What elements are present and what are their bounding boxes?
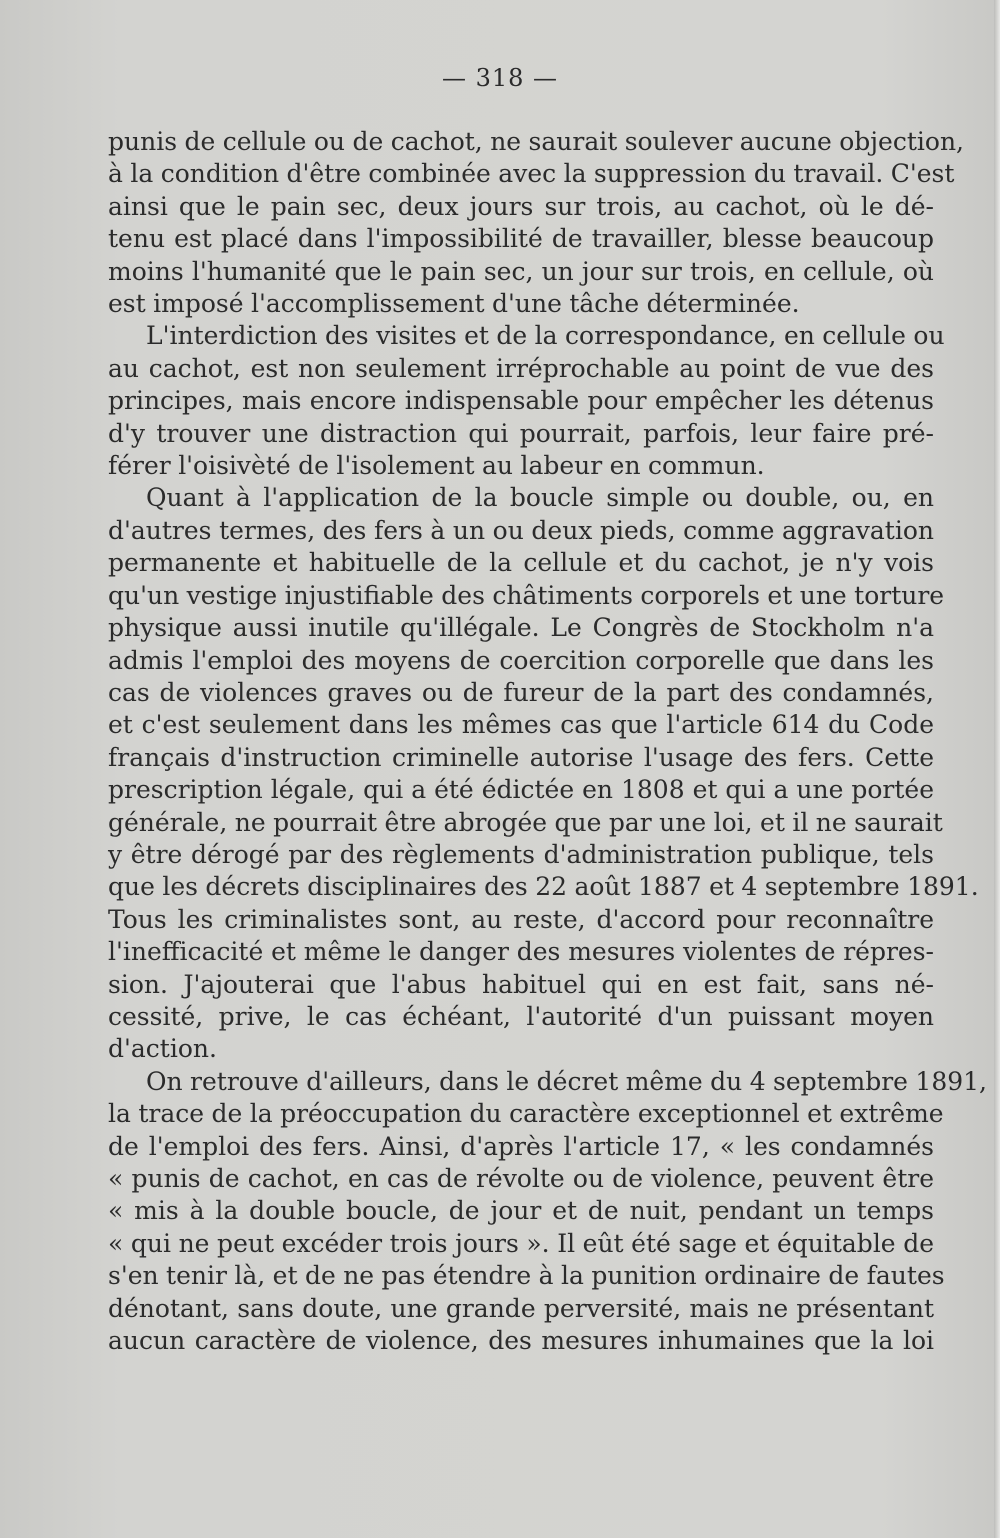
text-line: physique aussi inutile qu'illégale. Le Congrès de Stockholm n'a [108, 613, 934, 643]
paragraph-4 [108, 1066, 987, 1358]
text-line: que les décrets disciplinaires des 22 août 1887 et 4 septembre 1891. [108, 872, 979, 902]
paragraph-2 [108, 320, 945, 482]
text-line: d'autres termes, des fers à un ou deux pieds, comme aggravation [108, 515, 934, 545]
text-line: permanente et habituelle de la cellule et du cachot, je n'y vois [108, 548, 934, 578]
text-line: aucun caractère de violence, des mesures inhumaines que la loi [108, 1326, 934, 1356]
text-line: prescription légale, qui a été édictée en 1808 et qui a une portée [108, 775, 934, 805]
paragraph-1 [108, 126, 964, 320]
text-line: d'action. [108, 1034, 217, 1064]
text-line: « punis de cachot, en cas de révolte ou de violence, peuvent être [108, 1164, 934, 1193]
text-line: la trace de la préoccupation du caractère exceptionnel et extrême [108, 1099, 944, 1129]
text-line: Tous les criminalistes sont, au reste, d'accord pour reconnaître [108, 904, 934, 934]
text-line: moins l'humanité que le pain sec, un jour sur trois, en cellule, où [108, 256, 934, 286]
text-line: cas de violences graves ou de fureur de la part des condamnés, [108, 677, 934, 707]
body-text [108, 126, 987, 1357]
text-line: Quant à l'application de la boucle simple ou double, ou, en [146, 483, 934, 513]
text-line: tenu est placé dans l'impossibilité de travailler, blesse beaucoup [108, 224, 934, 254]
text-line: « mis à la double boucle, de jour et de nuit, pendant un temps [108, 1196, 934, 1226]
text-line: qu'un vestige injustifiable des châtiments corporels et une torture [108, 580, 945, 610]
text-line: y être dérogé par des règlements d'administration publique, tels [108, 839, 934, 869]
text-line: principes, mais encore indispensable pour empêcher les détenus [108, 386, 934, 416]
text-line: punis de cellule ou de cachot, ne saurait soulever aucune objection, [108, 127, 964, 156]
text-line: « qui ne peut excéder trois jours ». Il eût été sage et équitable de [108, 1228, 934, 1258]
text-line: générale, ne pourrait être abrogée que par une loi, et il ne saurait [108, 807, 943, 837]
paragraph-3 [108, 482, 979, 1065]
text-line: est imposé l'accomplissement d'une tâche déterminée. [108, 289, 800, 319]
text-line: d'y trouver une distraction qui pourrait, parfois, leur faire pré- [108, 418, 934, 448]
text-line: au cachot, est non seulement irréprochable au point de vue des [108, 353, 934, 383]
page-number: — 318 — [441, 64, 559, 92]
text-line: l'inefficacité et même le danger des mesures violentes de répres- [108, 937, 934, 967]
text-line: de l'emploi des fers. Ainsi, d'après l'article 17, « les condamnés [108, 1131, 934, 1161]
page-edge [994, 0, 1000, 1538]
text-line: et c'est seulement dans les mêmes cas que l'article 614 du Code [108, 710, 934, 740]
text-line: sion. J'ajouterai que l'abus habituel qui en est fait, sans né- [108, 969, 934, 999]
text-line: s'en tenir là, et de ne pas étendre à la punition ordinaire de fautes [108, 1261, 945, 1291]
text-line: à la condition d'être combinée avec la suppression du travail. C'est [108, 159, 955, 189]
text-line: On retrouve d'ailleurs, dans le décret même du 4 septembre 1891, [146, 1066, 987, 1096]
text-line: dénotant, sans doute, une grande perversité, mais ne présentant [108, 1293, 934, 1323]
text-line: cessité, prive, le cas échéant, l'autorité d'un puissant moyen [108, 1001, 934, 1031]
text-line: L'interdiction des visites et de la correspondance, en cellule ou [146, 321, 945, 351]
text-line: ainsi que le pain sec, deux jours sur trois, au cachot, où le dé- [108, 191, 934, 221]
text-line: férer l'oisivèté de l'isolement au labeur en commun. [108, 451, 765, 481]
text-line: admis l'emploi des moyens de coercition corporelle que dans les [108, 645, 934, 675]
text-line: français d'instruction criminelle autorise l'usage des fers. Cette [108, 742, 934, 772]
